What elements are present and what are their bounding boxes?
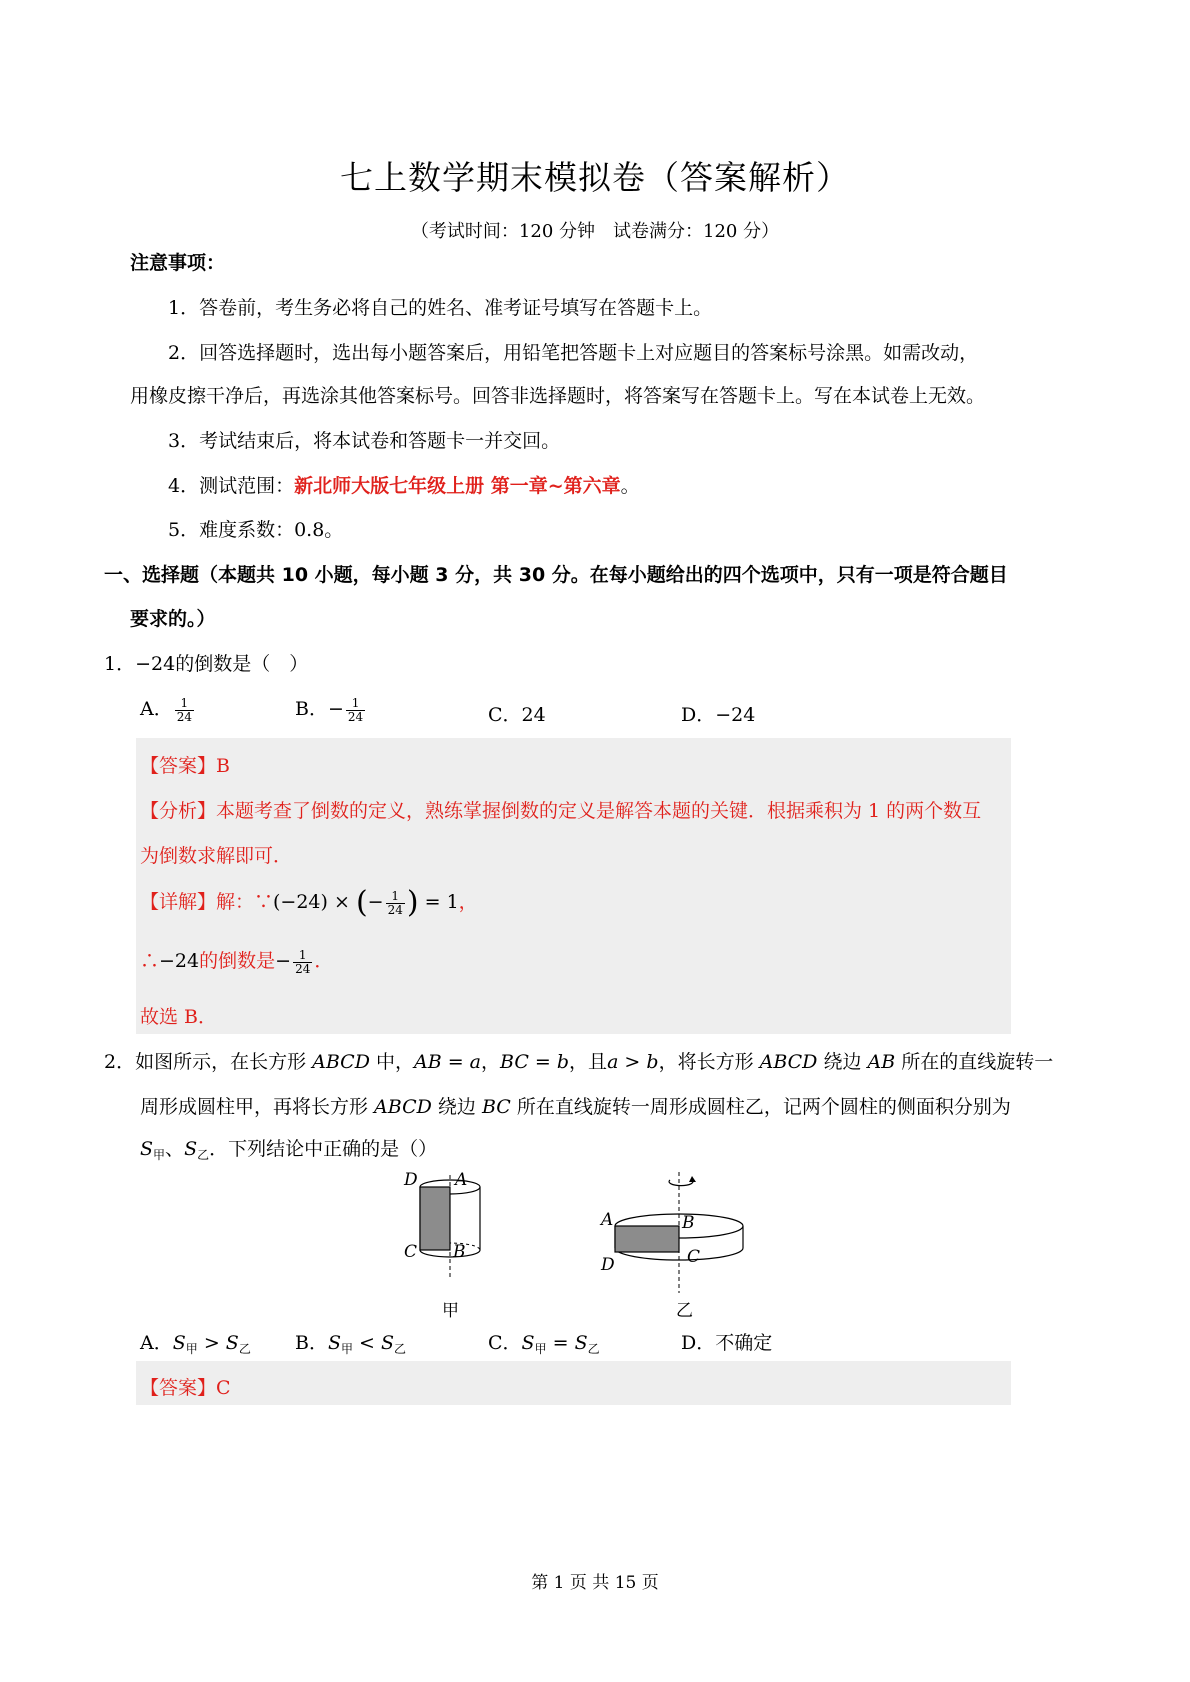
minus-sign: − (327, 698, 344, 720)
minus-sign: − (367, 891, 384, 913)
text: 的倒数是 (199, 950, 276, 972)
text: ，且 (569, 1051, 608, 1073)
text: ．下列结论中正确的是（） (209, 1138, 438, 1160)
text: 所在直线旋转一周形成圆柱乙，记两个圆柱的侧面积分别为 (510, 1096, 1011, 1118)
fraction-numerator: 1 (175, 697, 194, 711)
page-title: 七上数学期末模拟卷（答案解析） (340, 158, 850, 197)
operator: < (353, 1332, 382, 1354)
operator: > (197, 1332, 226, 1354)
math-variable: S (381, 1332, 395, 1354)
subscript: 甲 (534, 1342, 547, 1356)
question-1-option-c: C．24 (488, 704, 546, 726)
punctuation: ， (458, 891, 478, 913)
math-variable: S (140, 1138, 154, 1160)
question-1-conclusion: 故选 B． (140, 1006, 218, 1028)
option-label: A． (140, 698, 173, 720)
punctuation: 、 (165, 1138, 185, 1160)
label-b: B (453, 1242, 466, 1262)
fraction-denominator: 24 (176, 709, 193, 724)
question-2-answer-box (136, 1361, 1011, 1405)
math-expression: AB = a (414, 1051, 482, 1073)
label-c: C (687, 1247, 701, 1267)
subscript: 乙 (394, 1342, 407, 1356)
label-c: C (404, 1242, 418, 1262)
question-2-line-1 (104, 1047, 1053, 1074)
label-a: A (601, 1210, 614, 1230)
rectangle-abcd (615, 1226, 679, 1252)
fraction-numerator: 1 (386, 890, 405, 904)
punctuation: ． (314, 950, 334, 972)
subscript: 甲 (153, 1148, 166, 1162)
notice-item-4-prefix: 4．测试范围： (168, 475, 295, 497)
text: 中， (369, 1051, 414, 1073)
math-expression: −24 (159, 950, 200, 972)
fraction (386, 890, 405, 917)
subscript: 甲 (185, 1342, 198, 1356)
fraction-numerator: 1 (293, 949, 312, 963)
notice-item-3: 3．考试结束后，将本试卷和答题卡一并交回。 (168, 430, 561, 452)
question-number: 2． (104, 1051, 136, 1073)
math-expression: BC = b (500, 1051, 570, 1073)
question-1-analysis-line-1: 【分析】本题考查了倒数的定义，熟练掌握倒数的定义是解答本题的关键．根据乘积为 1 的两个数互 (140, 800, 982, 822)
math-expression: −24 (135, 653, 176, 675)
text: ，将长方形 (658, 1051, 760, 1073)
section-1-heading-line-2: 要求的。） (130, 608, 216, 630)
notice-item-1: 1．答卷前，考生务必将自己的姓名、准考证号填写在答题卡上。 (168, 297, 713, 319)
cylinder-yi-figure (595, 1168, 755, 1298)
therefore-symbol: ∴ (140, 950, 160, 972)
label-d: D (601, 1255, 615, 1275)
rotation-arrow-head (689, 1176, 696, 1182)
label-a: A (455, 1170, 468, 1190)
question-2-line-3 (140, 1134, 437, 1163)
question-2-line-2 (140, 1092, 1011, 1119)
fraction-numerator: 1 (346, 697, 365, 711)
test-range: 新北师大版七年级上册 第一章~第六章 (294, 475, 621, 497)
rotation-arrow-arc (669, 1180, 693, 1186)
question-1-option-b (295, 694, 367, 724)
math-variable: S (521, 1332, 535, 1354)
option-label: B． (295, 1332, 328, 1354)
question-1-stem (104, 649, 308, 676)
notice-item-2-line-1: 2．回答选择题时，选出每小题答案后，用铅笔把答题卡上对应题目的答案标号涂黑。如需改动， (168, 342, 979, 364)
question-2-option-d: D．不确定 (681, 1332, 773, 1354)
label-d: D (404, 1170, 418, 1190)
figure-caption-yi: 乙 (676, 1301, 693, 1321)
subscript: 乙 (587, 1342, 600, 1356)
notice-item-4 (168, 471, 640, 498)
question-number: 1． (104, 653, 136, 675)
section-1-heading-line-1: 一、选择题（本题共 10 小题，每小题 3 分，共 30 分。在每小题给出的四个选项中，只有一项是符合题目 (104, 564, 1008, 586)
notice-item-5: 5．难度系数：0.8。 (168, 519, 344, 541)
option-label: C． (488, 1332, 522, 1354)
figure-caption-jia: 甲 (442, 1301, 459, 1321)
math-expression: a > b (607, 1051, 659, 1073)
subscript: 乙 (197, 1148, 210, 1162)
cylinder-jia-figure (400, 1165, 510, 1295)
math-expression: = 1 (418, 891, 459, 913)
fraction (175, 697, 194, 724)
text: 绕边 (431, 1096, 482, 1118)
math-variable: S (184, 1138, 198, 1160)
question-1-therefore (140, 944, 333, 978)
option-label: B． (295, 698, 328, 720)
fraction (346, 697, 365, 724)
text: 如图所示，在长方形 (135, 1051, 313, 1073)
question-2-answer: 【答案】C (140, 1377, 231, 1399)
math-variable: BC (481, 1096, 511, 1118)
notice-item-2-line-2: 用橡皮擦干净后，再选涂其他答案标号。回答非选择题时，将答案写在答题卡上。写在本试卷上无效。 (130, 385, 986, 407)
rectangle-abcd (420, 1187, 450, 1250)
operator: = (546, 1332, 575, 1354)
minus-sign: − (275, 950, 292, 972)
question-2-option-c (488, 1328, 600, 1357)
page-footer: 第 1 页 共 15 页 (531, 1573, 659, 1593)
question-1-detail: 【详解】解：∵(−24) × (− $\frac{1}{24}$ ) = 1， (140, 885, 478, 920)
question-1-answer: 【答案】B (140, 755, 230, 777)
detail-label: 【详解】解：∵ (140, 891, 274, 913)
text: 所在的直线旋转一 (895, 1051, 1054, 1073)
math-variable: S (327, 1332, 341, 1354)
fraction (293, 949, 312, 976)
question-2-option-b (295, 1328, 406, 1357)
math-variable: S (172, 1332, 186, 1354)
math-expression: (−24) × (273, 891, 356, 913)
subscript: 乙 (238, 1342, 251, 1356)
label-b: B (682, 1213, 695, 1233)
math-variable: S (225, 1332, 239, 1354)
subscript: 甲 (341, 1342, 354, 1356)
fraction-denominator: 24 (387, 902, 403, 917)
exam-info: （考试时间：120 分钟 试卷满分：120 分） (410, 221, 780, 242)
text: 绕边 (817, 1051, 868, 1073)
punctuation: ， (481, 1051, 501, 1073)
math-variable: AB (867, 1051, 896, 1073)
question-1-option-d: D．−24 (681, 704, 756, 726)
fraction-denominator: 24 (295, 961, 311, 976)
question-2-option-a (140, 1328, 251, 1357)
text: 周形成圆柱甲，再将长方形 (140, 1096, 375, 1118)
question-text: 的倒数是（ ） (175, 653, 309, 675)
math-variable: ABCD (374, 1096, 432, 1118)
math-variable: ABCD (759, 1051, 818, 1073)
math-variable: S (574, 1332, 588, 1354)
notice-item-4-suffix: 。 (620, 475, 640, 497)
question-1-analysis-line-2: 为倒数求解即可． (140, 845, 293, 867)
math-variable: ABCD (312, 1051, 370, 1073)
fraction-denominator: 24 (347, 709, 364, 724)
question-1-option-a (140, 694, 196, 724)
option-label: A． (140, 1332, 173, 1354)
notice-heading: 注意事项： (130, 252, 226, 274)
